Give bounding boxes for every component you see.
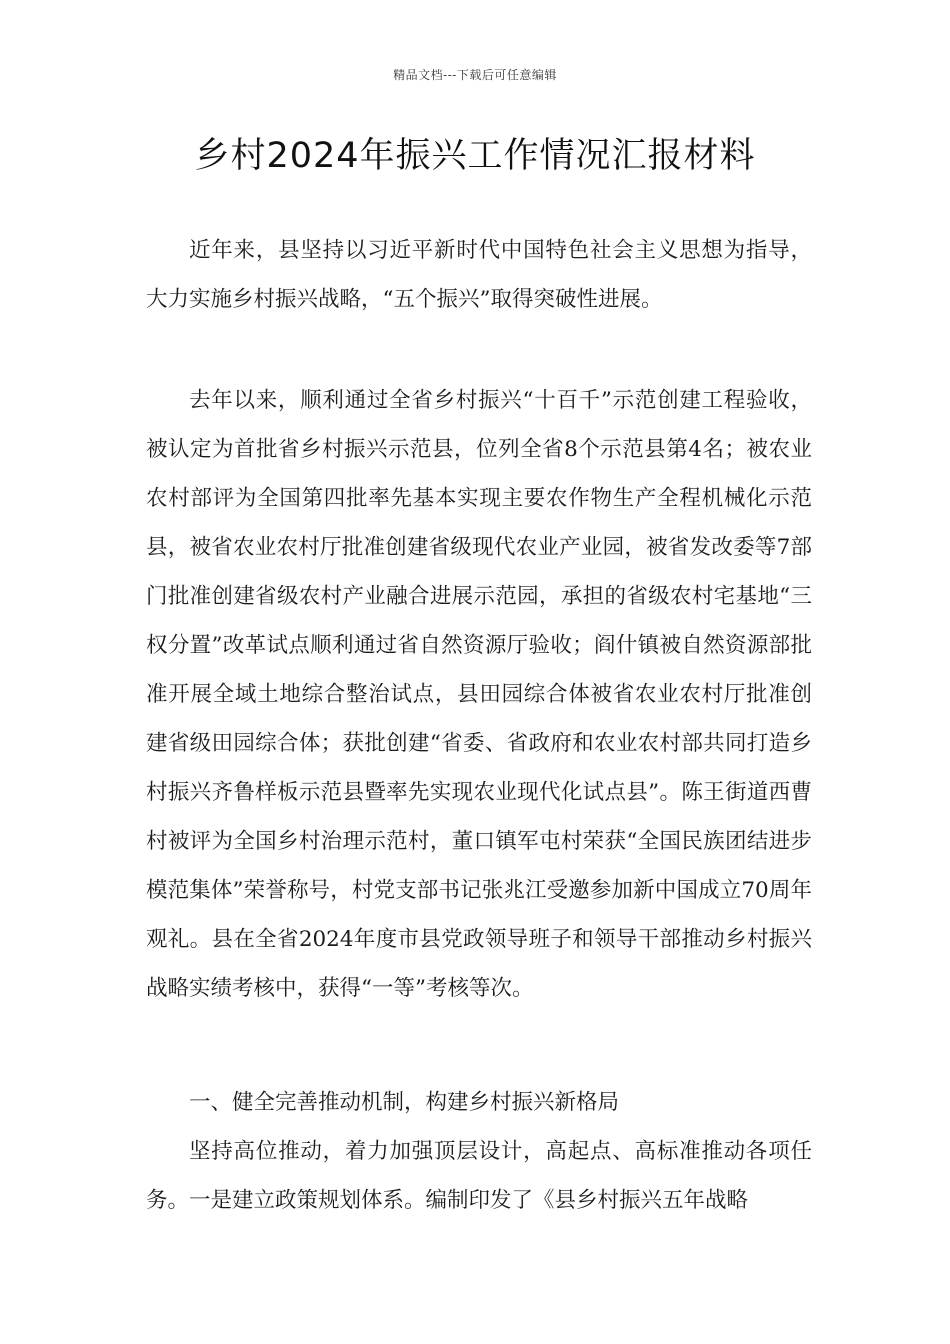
header-note: 精品文档---下载后可任意编辑 [393, 68, 557, 82]
document-title: 乡村2024年振兴工作情况汇报材料 [194, 136, 756, 176]
paragraph-intro: 近年来，县坚持以习近平新时代中国特色社会主义思想为指导，大力实施乡村振兴战略，“五个振兴”取得突破性进展。 [146, 238, 812, 312]
paragraph-section-1: 坚持高位推动，着力加强顶层设计，高起点、高标准推动各项任务。一是建立政策规划体系。编制印发了《县乡村振兴五年战略 [146, 1139, 812, 1213]
section-heading-1: 一、健全完善推动机制，构建乡村振兴新格局 [189, 1090, 620, 1115]
paragraph-achievements: 去年以来，顺利通过全省乡村振兴“十百千”示范创建工程验收，被认定为首批省乡村振兴示范县，位列全省8个示范县第4名；被农业农村部评为全国第四批率先基本实现主要农作物生产全程机械化示范县，被省农业农村厅批准创建省级现代农业产业园，被省发改委等7部门批准创建省级农村产业融合进展示范园，承担的省级农村宅基地“三权分置”改革试点顺利通过省自然资源厅验收；阎什镇被自然资源部批准开展全域土地综合整治试点，县田园综合体被省农业农村厅批准创建省级田园综合体；获批创建“省委、省政府和农业农村部共同打造乡村振兴齐鲁样板示范县暨率先实现农业现代化试点县”。陈王街道西曹村被评为全国乡村治理示范村，董口镇军屯村荣获“全国民族团结进步模范集体”荣誉称号，村党支部书记张兆江受邀参加新中国成立70周年观礼。县在全省2024年度市县党政领导班子和领导干部推动乡村振兴战略实绩考核中，获得“一等”考核等次。 [146, 388, 812, 1001]
